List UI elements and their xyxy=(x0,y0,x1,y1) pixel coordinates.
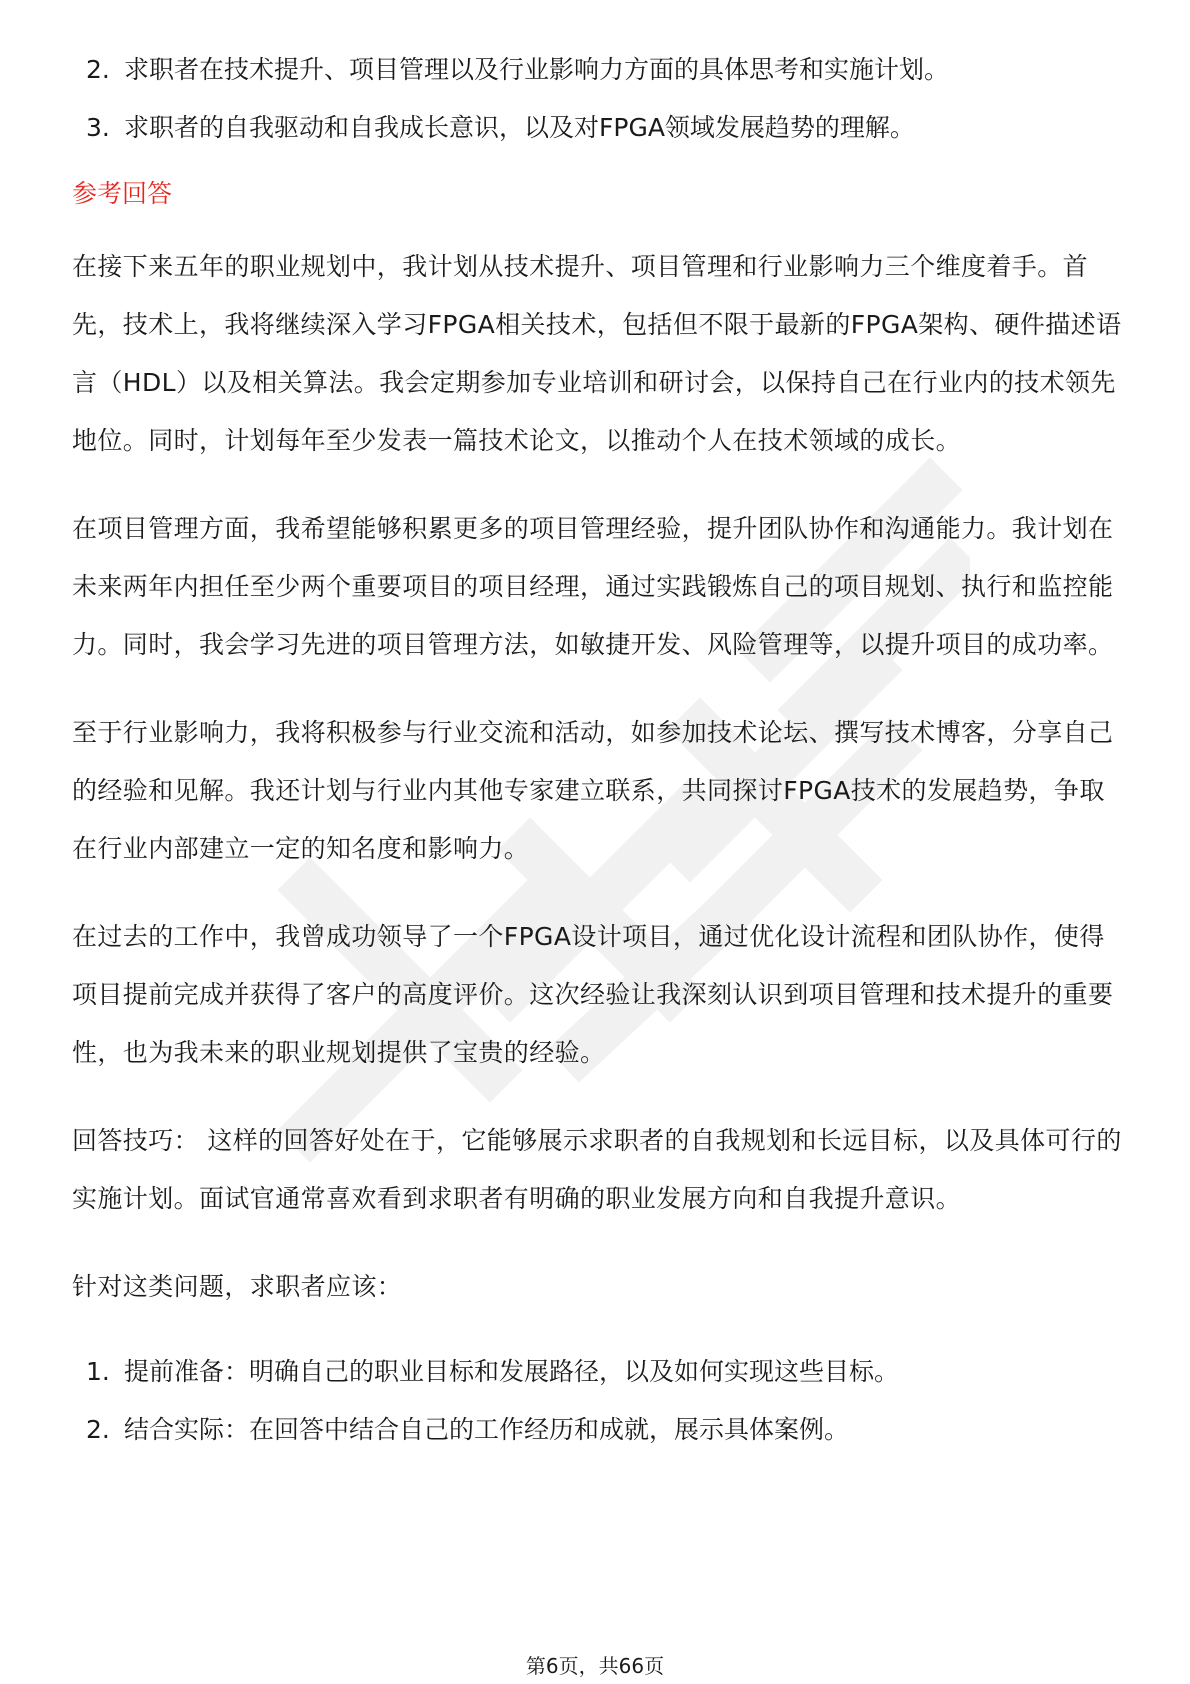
list-number: 3. xyxy=(86,113,110,142)
list-number: 2. xyxy=(86,1415,110,1444)
list-item-text: 提前准备：明确自己的职业目标和发展路径，以及如何实现这些目标。 xyxy=(124,1357,900,1386)
answer-tip-paragraph: 回答技巧： 这样的回答好处在于，它能够展示求职者的自我规划和长远目标，以及具体可行的实施计划。面试官通常喜欢看到求职者有明确的职业发展方向和自我提升意识。 xyxy=(72,1126,1122,1213)
list-item xyxy=(72,50,1122,108)
requirements-list xyxy=(72,50,1122,166)
list-item xyxy=(72,1352,1122,1410)
section-heading: 参考回答 xyxy=(72,179,173,208)
list-item-text: 结合实际：在回答中结合自己的工作经历和成就，展示具体案例。 xyxy=(124,1415,850,1444)
list-item xyxy=(72,1410,1122,1468)
tips-list xyxy=(72,1352,1122,1468)
list-number: 2. xyxy=(86,55,110,84)
page-footer: 第6页，共66页 xyxy=(525,1654,665,1678)
list-item-text: 求职者在技术提升、项目管理以及行业影响力方面的具体思考和实施计划。 xyxy=(124,55,950,84)
paragraph: 至于行业影响力，我将积极参与行业交流和活动，如参加技术论坛、撰写技术博客，分享自己的经验和见解。我还计划与行业内其他专家建立联系，共同探讨FPGA技术的发展趋势，争取在行业内部建立一定的知名度和影响力。 xyxy=(72,718,1114,863)
list-number: 1. xyxy=(86,1357,110,1386)
list-item-text: 求职者的自我驱动和自我成长意识，以及对FPGA领域发展趋势的理解。 xyxy=(124,113,915,142)
paragraph: 在过去的工作中，我曾成功领导了一个FPGA设计项目，通过优化设计流程和团队协作，使得项目提前完成并获得了客户的高度评价。这次经验让我深刻认识到项目管理和技术提升的重要性，也为我未来的职业规划提供了宝贵的经验。 xyxy=(72,922,1114,1067)
paragraph: 在项目管理方面，我希望能够积累更多的项目管理经验，提升团队协作和沟通能力。我计划在未来两年内担任至少两个重要项目的项目经理，通过实践锻炼自己的项目规划、执行和监控能力。同时，我会学习先进的项目管理方法，如敏捷开发、风险管理等，以提升项目的成功率。 xyxy=(72,514,1114,659)
paragraph: 针对这类问题，求职者应该： xyxy=(72,1272,403,1301)
list-item xyxy=(72,108,1122,166)
paragraph: 在接下来五年的职业规划中，我计划从技术提升、项目管理和行业影响力三个维度着手。首先，技术上，我将继续深入学习FPGA相关技术，包括但不限于最新的FPGA架构、硬件描述语言（HDL）以及相关算法。我会定期参加专业培训和研讨会，以保持自己在行业内的技术领先地位。同时，计划每年至少发表一篇技术论文，以推动个人在技术领域的成长。 xyxy=(72,252,1122,455)
